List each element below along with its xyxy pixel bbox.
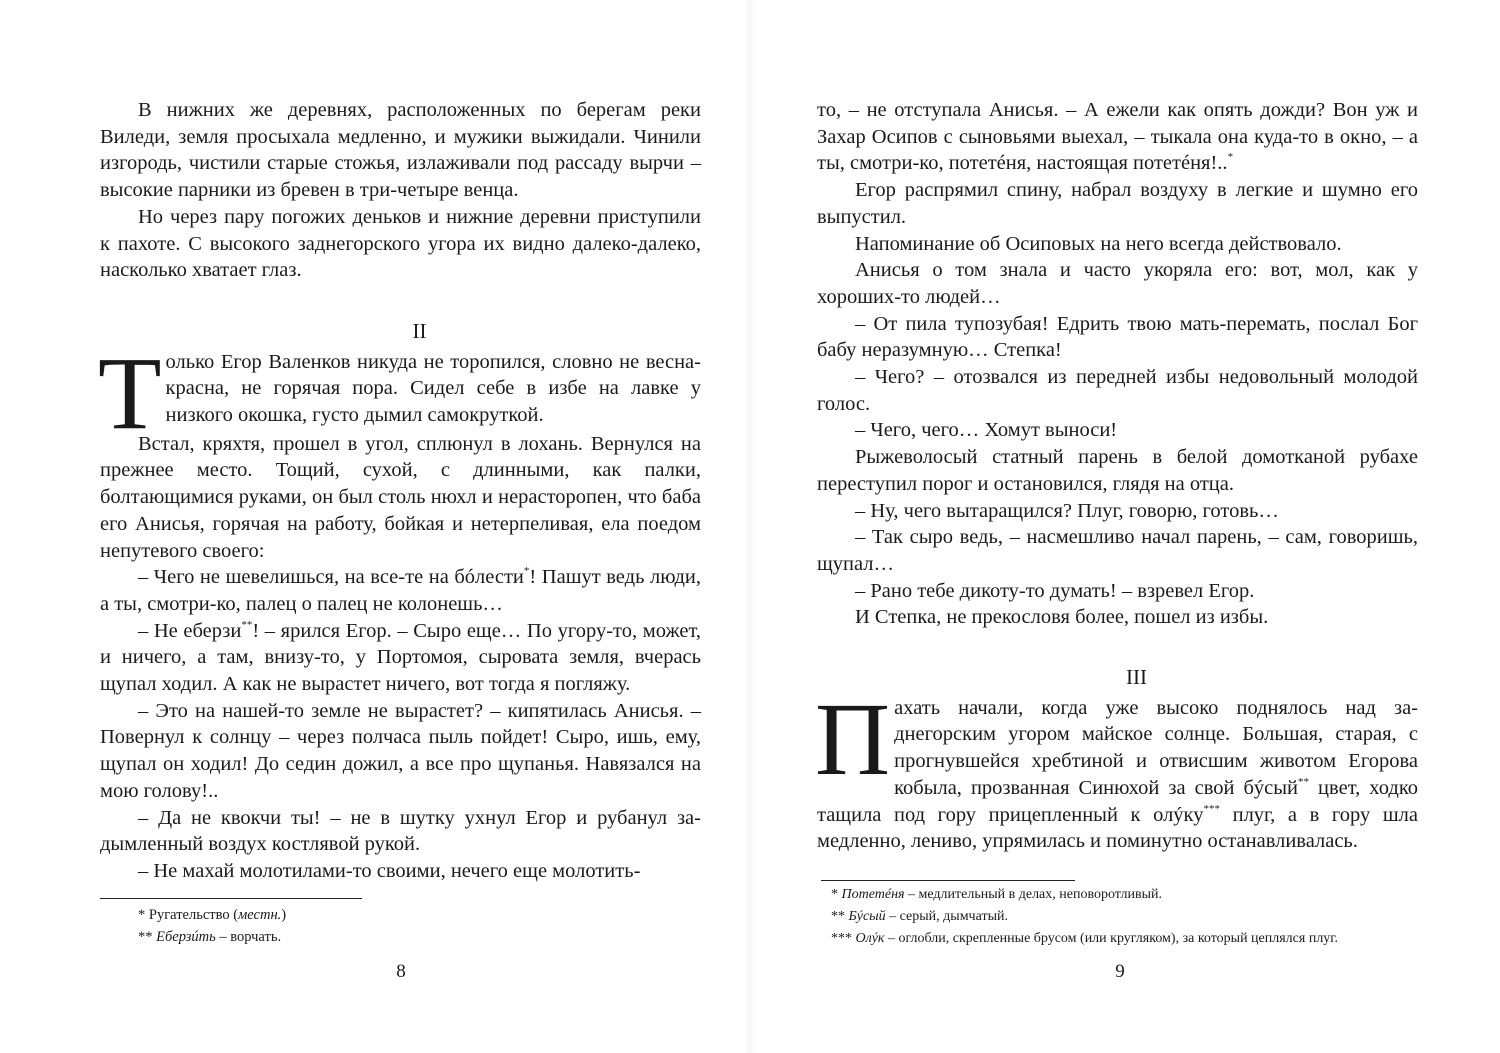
footnote-mark: ** bbox=[831, 909, 845, 924]
footnote-text: – серый, дымчатый. bbox=[885, 909, 1008, 924]
paragraph bbox=[100, 564, 701, 617]
paragraph: – Чего, чего… Хомут выноси! bbox=[855, 419, 1118, 442]
footnote bbox=[831, 884, 1338, 906]
footnotes bbox=[831, 884, 1338, 950]
paragraph-text: – Не еберзи bbox=[138, 619, 242, 642]
footnote-ref: *** bbox=[1203, 802, 1220, 815]
footnote-term: Бýсый bbox=[848, 909, 886, 924]
paragraph: – Это на нашей-то земле не вырастет? – кипятилась Анисья. – Повернул к солнцу – через полчаса пыль пойдет! Сыро, ишь, ему, щупал он ходил! До седин дожил, а все про щупанья. Навязался на мою голову!.. bbox=[100, 699, 701, 802]
paragraph: Рыжеволосый статный парень в белой домотканой рубахе переступил порог и остановился, глядя на отца. bbox=[817, 446, 1418, 495]
paragraph: Но через пару погожих деньков и нижние деревни приступили к пахоте. С высокого заднегорского угора их видно далеко-далеко, насколько хватает глаз. bbox=[100, 205, 701, 282]
paragraph: Егор распрямил спину, набрал воздуху в легкие и шумно его выпустил. bbox=[817, 179, 1418, 228]
footnote bbox=[831, 906, 1338, 928]
paragraph-text: ахать начали, когда уже высоко поднялось над заднегорским угором майское солнце. Большая, старая, с прогнувшейся хребтиной и отвисшим животом Егорова кобыла, прозванная Синюхой за свой бýсый bbox=[894, 696, 1418, 799]
footnote-mark: *** bbox=[831, 931, 852, 946]
paragraph-text: ! – ярился Егор. – Сыро еще… По угору-то, может, и ничего, а там, внизу-то, у Портомоя, сыровата земля, вчерась щупал ходил. А как не вырастет ничего, вот тогда я погляжу. bbox=[100, 619, 701, 696]
paragraph: – От пила тупозубая! Едрить твою мать-перемать, послал Бог бабу неразумную… Степка! bbox=[817, 312, 1418, 362]
footnote-text: – медлительный в делах, неповоротливый. bbox=[904, 887, 1163, 902]
chapter-heading: II bbox=[412, 319, 427, 343]
paragraph: – Так сыро ведь, – насмешливо начал парень, – сам, говоришь, щупал… bbox=[817, 526, 1418, 575]
footnote-ref: ** bbox=[1298, 775, 1310, 788]
footnote bbox=[138, 904, 286, 926]
paragraph: – Рано тебе дикоту-то думать! – взревел Егор. bbox=[855, 579, 1255, 602]
paragraph: Анисья о том знала и часто укоряла его: вот, мол, как у хороших-то людей… bbox=[817, 259, 1418, 308]
dropcap-paragraph bbox=[98, 335, 701, 451]
paragraph: – Да не квокчи ты! – не в шутку ухнул Егор и рубанул задымленный воздух костлявой рукой. bbox=[100, 806, 701, 856]
footnote-text: Ругательство ( bbox=[148, 907, 239, 923]
chapter-2-section bbox=[100, 318, 701, 885]
paragraph: – Чего? – отозвался из передней избы недовольный молодой голос. bbox=[817, 366, 1418, 415]
footnote-ref: * bbox=[523, 565, 530, 578]
footnote-mark: ** bbox=[138, 929, 153, 945]
footnote-text: – оглобли, скрепленные брусом (или кругляком), за который цеплялся плуг. bbox=[884, 931, 1338, 946]
paragraph-text: – Чего не шевелишься, на все-те на бóлести bbox=[138, 566, 524, 589]
footnote bbox=[138, 926, 286, 948]
footnote-term: Олýк bbox=[855, 931, 885, 946]
page-number: 8 bbox=[396, 961, 406, 982]
footnote-ref: ** bbox=[241, 618, 253, 631]
footnotes bbox=[138, 904, 286, 948]
footnote-term: Еберзúть bbox=[156, 929, 216, 945]
paragraph bbox=[817, 97, 1418, 177]
paragraph-text: олько Егор Валенков никуда не торопился, словно не весна-красна, не горячая пора. Сидел себе в избе на лавке у низкого окошка, густо дымил самокруткой. bbox=[165, 350, 701, 427]
footnote-mark: * bbox=[831, 887, 838, 902]
footnote bbox=[831, 928, 1338, 950]
footnote-text: – ворчать. bbox=[215, 929, 282, 945]
paragraph-text: цвет, ходко тащила под гору прицепленный к олýку bbox=[817, 776, 1418, 826]
paragraph: – Ну, чего вытаращился? Плуг, говорю, готовь… bbox=[855, 499, 1279, 522]
paragraph-text: ! Пашут ведь люди, а ты, смотри-ко, палец о палец не колонешь… bbox=[100, 566, 702, 615]
drop-cap: Т bbox=[98, 335, 162, 451]
left-body-top bbox=[100, 97, 701, 284]
footnote-rule bbox=[821, 880, 1075, 881]
page-number: 9 bbox=[1115, 961, 1125, 982]
paragraph: Напоминание об Осиповых на него всегда действовало. bbox=[855, 232, 1342, 255]
footnote-ref: * bbox=[1227, 151, 1234, 164]
paragraph: И Степка, не прекословя более, пошел из избы. bbox=[855, 606, 1269, 629]
right-page bbox=[750, 0, 1500, 1053]
paragraph: – Не махай молотилами-то своими, нечего еще молотить- bbox=[138, 859, 641, 882]
footnote-term: Потетéня bbox=[841, 887, 905, 902]
paragraph bbox=[100, 618, 701, 698]
drop-cap: П bbox=[815, 681, 891, 797]
paragraph: Встал, кряхтя, прошел в угол, сплюнул в лохань. Вернулся на прежнее место. Тощий, сухой, с длинными, как палки, болтающимися руками, он был столь нюхл и нерасторопен, что баба его Анисья, горячая на работу, бойкая и нетерпеливая, ела поедом непутевого своего: bbox=[100, 432, 701, 562]
paragraph: В нижних же деревнях, расположенных по берегам реки Виледи, земля просыхала медленно, и мужики выжидали. Чинили изгородь, чистили старые стожья, излаживали под рассаду вырчи – высокие парники из бревен в три-четыре венца. bbox=[100, 99, 701, 202]
footnote-rule bbox=[100, 898, 362, 899]
paragraph-text: то, – не отступала Анисья. – А ежели как опять дожди? Вон уж и Захар Осипов с сыновьями выехал, – тыкала она куда-то в окно, – а ты, смотри-ко, потетéня, настоящая потетéня!.. bbox=[817, 99, 1418, 175]
footnote-text: ) bbox=[281, 907, 287, 923]
dropcap-paragraph bbox=[815, 681, 1418, 855]
chapter-heading: III bbox=[1126, 665, 1147, 689]
footnote-mark: * bbox=[138, 907, 146, 923]
right-body-top bbox=[817, 97, 1418, 631]
chapter-3-section bbox=[817, 664, 1418, 855]
footnote-italic: местн. bbox=[238, 907, 282, 923]
paragraph-text: плуг, а в гору шла медленно, лениво, упрямилась и поминутно останавливалась. bbox=[817, 803, 1418, 853]
